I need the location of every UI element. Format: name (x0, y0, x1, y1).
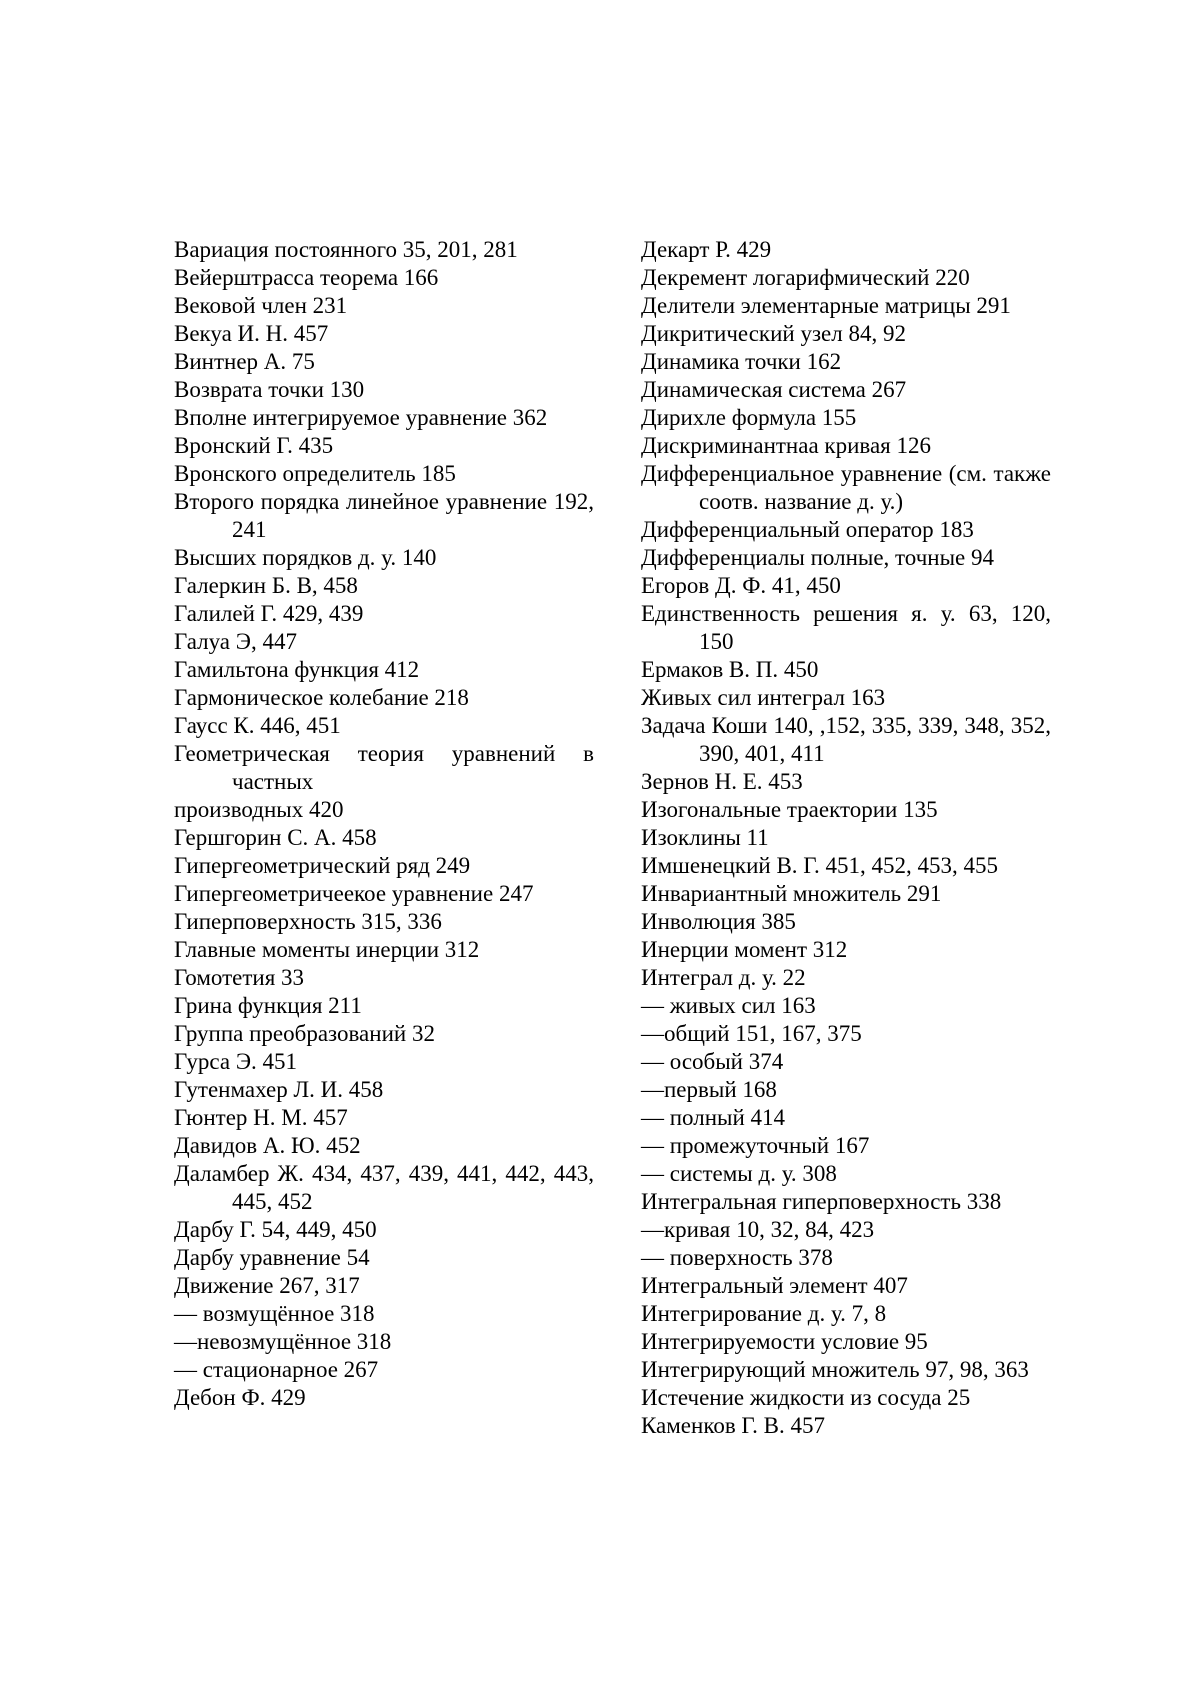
index-entry: Гаусс К. 446, 451 (174, 712, 594, 740)
index-entry: Изогональные траектории 135 (641, 796, 1051, 824)
index-entry: Инвариантный множитель 291 (641, 880, 1051, 908)
index-entry: Инволюция 385 (641, 908, 1051, 936)
index-subentry: — живых сил 163 (641, 992, 1051, 1020)
index-entry: Вронского определитель 185 (174, 460, 594, 488)
index-entry: Возврата точки 130 (174, 376, 594, 404)
index-entry: Высших порядков д. у. 140 (174, 544, 594, 572)
index-entry: Геометрическая теория уравнений в частных (174, 740, 594, 796)
index-entry: Делители элементарные матрицы 291 (641, 292, 1051, 320)
index-page (0, 0, 1200, 1698)
index-entry: Динамика точки 162 (641, 348, 1051, 376)
index-entry: Ермаков В. П. 450 (641, 656, 1051, 684)
index-entry: Вполне интегрируемое уравнение 362 (174, 404, 594, 432)
index-entry: Единственность решения я. у. 63, 120, 150 (641, 600, 1051, 656)
index-subentry: — системы д. у. 308 (641, 1160, 1051, 1188)
index-entry: Главные моменты инерции 312 (174, 936, 594, 964)
index-entry: Интегрирующий множитель 97, 98, 363 (641, 1356, 1051, 1384)
index-entry: Интегральный элемент 407 (641, 1272, 1051, 1300)
index-entry: Гурса Э. 451 (174, 1048, 594, 1076)
index-entry: Гамильтона функция 412 (174, 656, 594, 684)
index-entry: Вейерштрасса теорема 166 (174, 264, 594, 292)
index-entry: Второго порядка линейное уравнение 192, 241 (174, 488, 594, 544)
index-entry: Интегрируемости условие 95 (641, 1328, 1051, 1356)
index-entry: производных 420 (174, 796, 594, 824)
index-entry: Инерции момент 312 (641, 936, 1051, 964)
index-column-left (174, 236, 594, 1412)
index-entry: Гюнтер Н. М. 457 (174, 1104, 594, 1132)
index-entry: Интегрирование д. у. 7, 8 (641, 1300, 1051, 1328)
index-entry: Истечение жидкости из сосуда 25 (641, 1384, 1051, 1412)
index-entry: Грина функция 211 (174, 992, 594, 1020)
index-entry: Винтнер А. 75 (174, 348, 594, 376)
index-entry: Изоклины 11 (641, 824, 1051, 852)
index-entry: Вронский Г. 435 (174, 432, 594, 460)
index-entry: Галилей Г. 429, 439 (174, 600, 594, 628)
index-entry: Движение 267, 317 (174, 1272, 594, 1300)
index-subentry: —кривая 10, 32, 84, 423 (641, 1216, 1051, 1244)
index-subentry: —невозмущённое 318 (174, 1328, 594, 1356)
index-entry: Имшенецкий В. Г. 451, 452, 453, 455 (641, 852, 1051, 880)
index-subentry: — возмущённое 318 (174, 1300, 594, 1328)
index-entry: Гиперповерхность 315, 336 (174, 908, 594, 936)
index-entry: Гершгорин С. А. 458 (174, 824, 594, 852)
index-subentry: — полный 414 (641, 1104, 1051, 1132)
index-entry: Дикритический узел 84, 92 (641, 320, 1051, 348)
index-entry: Даламбер Ж. 434, 437, 439, 441, 442, 443, 445, 452 (174, 1160, 594, 1216)
index-entry: Декарт Р. 429 (641, 236, 1051, 264)
index-subentry: — промежуточный 167 (641, 1132, 1051, 1160)
index-entry: Давидов А. Ю. 452 (174, 1132, 594, 1160)
index-entry: Гутенмахер Л. И. 458 (174, 1076, 594, 1104)
index-entry: Гармоническое колебание 218 (174, 684, 594, 712)
index-subentry: —общий 151, 167, 375 (641, 1020, 1051, 1048)
index-entry: Егоров Д. Ф. 41, 450 (641, 572, 1051, 600)
index-entry: Зернов Н. Е. 453 (641, 768, 1051, 796)
index-entry: Галеркин Б. В, 458 (174, 572, 594, 600)
index-entry: Дирихле формула 155 (641, 404, 1051, 432)
index-subentry: — особый 374 (641, 1048, 1051, 1076)
index-subentry: — поверхность 378 (641, 1244, 1051, 1272)
index-entry: Каменков Г. В. 457 (641, 1412, 1051, 1440)
index-entry: Задача Коши 140, ,152, 335, 339, 348, 352, 390, 401, 411 (641, 712, 1051, 768)
index-subentry: — стационарное 267 (174, 1356, 594, 1384)
index-entry: Гипергеометрический ряд 249 (174, 852, 594, 880)
index-entry: Дифференциалы полные, точные 94 (641, 544, 1051, 572)
index-entry: Группа преобразований 32 (174, 1020, 594, 1048)
index-entry: Дифференциальное уравнение (см. также соотв. название д. у.) (641, 460, 1051, 516)
index-entry: Галуа Э, 447 (174, 628, 594, 656)
index-entry: Гипергеометричеекое уравнение 247 (174, 880, 594, 908)
index-entry: Дарбу уравнение 54 (174, 1244, 594, 1272)
index-entry: Дебон Ф. 429 (174, 1384, 594, 1412)
index-column-right (641, 236, 1051, 1440)
index-entry: Динамическая система 267 (641, 376, 1051, 404)
index-entry: Гомотетия 33 (174, 964, 594, 992)
index-entry: Интегральная гиперповерхность 338 (641, 1188, 1051, 1216)
index-entry: Интеграл д. у. 22 (641, 964, 1051, 992)
index-subentry: —первый 168 (641, 1076, 1051, 1104)
index-entry: Вековой член 231 (174, 292, 594, 320)
index-entry: Векуа И. Н. 457 (174, 320, 594, 348)
index-entry: Вариация постоянного 35, 201, 281 (174, 236, 594, 264)
index-entry: Живых сил интеграл 163 (641, 684, 1051, 712)
index-entry: Дифференциальный оператор 183 (641, 516, 1051, 544)
index-entry: Декремент логарифмический 220 (641, 264, 1051, 292)
index-entry: Дискриминантнаа кривая 126 (641, 432, 1051, 460)
index-entry: Дарбу Г. 54, 449, 450 (174, 1216, 594, 1244)
